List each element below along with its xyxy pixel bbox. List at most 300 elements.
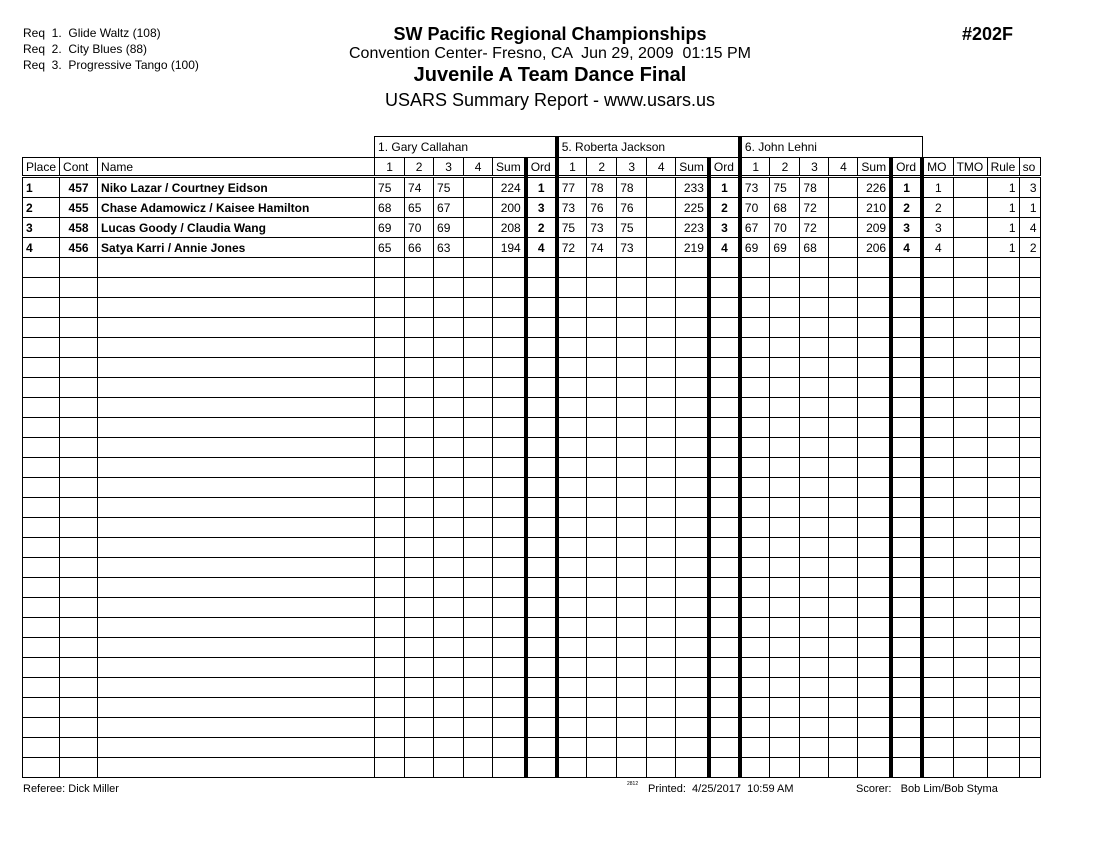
empty-cell xyxy=(98,538,375,558)
empty-row xyxy=(23,698,1041,718)
empty-cell xyxy=(526,398,557,418)
empty-cell xyxy=(676,518,709,538)
empty-cell xyxy=(493,698,526,718)
empty-cell xyxy=(987,278,1019,298)
empty-cell xyxy=(60,278,98,298)
empty-cell xyxy=(434,378,464,398)
empty-cell xyxy=(953,598,987,618)
empty-cell xyxy=(405,298,434,318)
empty-cell xyxy=(23,458,60,478)
empty-cell xyxy=(858,278,891,298)
empty-cell xyxy=(829,698,858,718)
empty-cell xyxy=(375,538,405,558)
judge-ordinal: 3 xyxy=(526,198,557,218)
empty-cell xyxy=(709,478,740,498)
empty-cell xyxy=(557,438,587,458)
empty-cell xyxy=(557,658,587,678)
empty-cell xyxy=(60,258,98,278)
empty-cell xyxy=(858,318,891,338)
empty-cell xyxy=(858,658,891,678)
empty-cell xyxy=(526,418,557,438)
empty-cell xyxy=(434,678,464,698)
empty-cell xyxy=(987,558,1019,578)
empty-cell xyxy=(587,258,617,278)
majority-ordinal: 2 xyxy=(922,198,953,218)
empty-cell xyxy=(60,298,98,318)
empty-cell xyxy=(23,578,60,598)
empty-cell xyxy=(709,418,740,438)
score: 69 xyxy=(740,238,770,258)
empty-cell xyxy=(770,358,800,378)
empty-cell xyxy=(740,418,770,438)
empty-cell xyxy=(405,698,434,718)
empty-cell xyxy=(464,598,493,618)
col-mo: MO xyxy=(922,158,953,177)
empty-cell xyxy=(23,638,60,658)
empty-cell xyxy=(464,478,493,498)
empty-cell xyxy=(891,418,922,438)
empty-cell xyxy=(858,518,891,538)
empty-cell xyxy=(617,258,647,278)
empty-cell xyxy=(617,718,647,738)
empty-cell xyxy=(922,258,953,278)
empty-cell xyxy=(60,378,98,398)
score xyxy=(829,218,858,238)
judge-ordinal: 3 xyxy=(709,218,740,238)
empty-cell xyxy=(493,438,526,458)
score: 70 xyxy=(770,218,800,238)
score: 75 xyxy=(557,218,587,238)
empty-cell xyxy=(557,418,587,438)
empty-cell xyxy=(770,698,800,718)
empty-cell xyxy=(891,598,922,618)
col-score-2: 2 xyxy=(770,158,800,177)
empty-cell xyxy=(922,478,953,498)
score: 67 xyxy=(740,218,770,238)
empty-cell xyxy=(375,338,405,358)
empty-cell xyxy=(434,598,464,618)
empty-cell xyxy=(526,258,557,278)
empty-cell xyxy=(405,398,434,418)
empty-cell xyxy=(770,738,800,758)
score xyxy=(647,198,676,218)
empty-cell xyxy=(493,658,526,678)
table-row xyxy=(23,238,1041,258)
empty-cell xyxy=(987,638,1019,658)
empty-cell xyxy=(922,658,953,678)
empty-cell xyxy=(23,378,60,398)
table-row xyxy=(23,177,1041,198)
empty-cell xyxy=(587,398,617,418)
empty-cell xyxy=(526,578,557,598)
empty-cell xyxy=(526,358,557,378)
empty-cell xyxy=(740,538,770,558)
empty-cell xyxy=(375,418,405,438)
score: 69 xyxy=(434,218,464,238)
empty-cell xyxy=(800,618,829,638)
empty-cell xyxy=(740,478,770,498)
empty-cell xyxy=(617,458,647,478)
empty-cell xyxy=(1019,738,1040,758)
empty-cell xyxy=(953,618,987,638)
empty-cell xyxy=(829,658,858,678)
empty-cell xyxy=(375,698,405,718)
score xyxy=(829,238,858,258)
empty-cell xyxy=(493,298,526,318)
empty-cell xyxy=(98,758,375,778)
empty-cell xyxy=(617,318,647,338)
empty-cell xyxy=(23,618,60,638)
empty-cell xyxy=(676,598,709,618)
empty-cell xyxy=(740,498,770,518)
empty-cell xyxy=(617,758,647,778)
empty-cell xyxy=(434,418,464,438)
empty-cell xyxy=(829,318,858,338)
score: 65 xyxy=(405,198,434,218)
judge-ordinal: 4 xyxy=(891,238,922,258)
empty-cell xyxy=(953,678,987,698)
empty-cell xyxy=(891,498,922,518)
empty-cell xyxy=(434,518,464,538)
empty-cell xyxy=(493,578,526,598)
empty-cell xyxy=(557,518,587,538)
empty-cell xyxy=(60,638,98,658)
skate-order: 4 xyxy=(1019,218,1040,238)
empty-cell xyxy=(922,738,953,758)
empty-cell xyxy=(557,398,587,418)
col-score-1: 1 xyxy=(557,158,587,177)
empty-cell xyxy=(891,678,922,698)
score: 75 xyxy=(375,177,405,198)
empty-cell xyxy=(987,598,1019,618)
empty-cell xyxy=(98,278,375,298)
judge-ordinal: 3 xyxy=(891,218,922,238)
empty-cell xyxy=(922,698,953,718)
empty-cell xyxy=(740,358,770,378)
empty-cell xyxy=(464,278,493,298)
empty-cell xyxy=(800,658,829,678)
empty-cell xyxy=(922,538,953,558)
empty-cell xyxy=(922,758,953,778)
empty-cell xyxy=(1019,678,1040,698)
empty-cell xyxy=(98,378,375,398)
col-sum: Sum xyxy=(676,158,709,177)
empty-cell xyxy=(829,438,858,458)
empty-cell xyxy=(922,458,953,478)
empty-cell xyxy=(1019,518,1040,538)
col-score-3: 3 xyxy=(434,158,464,177)
empty-cell xyxy=(829,738,858,758)
empty-cell xyxy=(858,758,891,778)
score: 69 xyxy=(375,218,405,238)
score: 69 xyxy=(770,238,800,258)
empty-cell xyxy=(647,558,676,578)
empty-cell xyxy=(60,478,98,498)
judge-name-2: 5. Roberta Jackson xyxy=(557,137,740,158)
empty-row xyxy=(23,358,1041,378)
empty-cell xyxy=(740,758,770,778)
col-score-1: 1 xyxy=(375,158,405,177)
empty-cell xyxy=(405,658,434,678)
empty-cell xyxy=(526,338,557,358)
judge-sum: 219 xyxy=(676,238,709,258)
empty-cell xyxy=(858,578,891,598)
empty-cell xyxy=(709,298,740,318)
empty-cell xyxy=(647,438,676,458)
empty-cell xyxy=(587,618,617,638)
empty-cell xyxy=(770,538,800,558)
empty-cell xyxy=(709,498,740,518)
judge-name-1: 1. Gary Callahan xyxy=(375,137,557,158)
empty-cell xyxy=(676,758,709,778)
empty-cell xyxy=(526,298,557,318)
place: 4 xyxy=(23,238,60,258)
col-name: Name xyxy=(98,158,375,177)
empty-cell xyxy=(587,558,617,578)
empty-cell xyxy=(676,338,709,358)
empty-cell xyxy=(858,478,891,498)
empty-cell xyxy=(953,698,987,718)
empty-cell xyxy=(987,718,1019,738)
empty-cell xyxy=(858,438,891,458)
results-table xyxy=(22,136,1041,778)
empty-cell xyxy=(891,438,922,458)
empty-cell xyxy=(434,458,464,478)
empty-cell xyxy=(953,278,987,298)
empty-cell xyxy=(60,738,98,758)
empty-cell xyxy=(800,398,829,418)
empty-cell xyxy=(587,438,617,458)
empty-cell xyxy=(1019,598,1040,618)
empty-cell xyxy=(464,618,493,638)
empty-cell xyxy=(829,478,858,498)
empty-cell xyxy=(557,478,587,498)
empty-cell xyxy=(987,738,1019,758)
empty-cell xyxy=(617,478,647,498)
empty-cell xyxy=(770,438,800,458)
empty-cell xyxy=(23,598,60,618)
empty-cell xyxy=(953,558,987,578)
empty-cell xyxy=(647,718,676,738)
empty-cell xyxy=(464,378,493,398)
empty-cell xyxy=(800,498,829,518)
empty-cell xyxy=(922,298,953,318)
requirement-3: Req 3. Progressive Tango (100) xyxy=(23,58,199,72)
empty-cell xyxy=(23,438,60,458)
empty-cell xyxy=(375,578,405,598)
empty-cell xyxy=(800,518,829,538)
total-majority-ordinal xyxy=(953,218,987,238)
empty-cell xyxy=(434,718,464,738)
empty-cell xyxy=(23,258,60,278)
empty-cell xyxy=(617,638,647,658)
empty-cell xyxy=(829,498,858,518)
empty-cell xyxy=(891,698,922,718)
empty-cell xyxy=(60,438,98,458)
empty-cell xyxy=(557,758,587,778)
score: 74 xyxy=(405,177,434,198)
score: 77 xyxy=(557,177,587,198)
empty-cell xyxy=(587,378,617,398)
empty-row xyxy=(23,658,1041,678)
empty-cell xyxy=(405,718,434,738)
score: 74 xyxy=(587,238,617,258)
score: 75 xyxy=(434,177,464,198)
empty-cell xyxy=(987,258,1019,278)
empty-cell xyxy=(98,698,375,718)
empty-cell xyxy=(1019,498,1040,518)
place: 2 xyxy=(23,198,60,218)
empty-cell xyxy=(647,478,676,498)
empty-cell xyxy=(676,438,709,458)
empty-row xyxy=(23,718,1041,738)
empty-cell xyxy=(434,638,464,658)
empty-cell xyxy=(800,478,829,498)
empty-cell xyxy=(526,738,557,758)
empty-cell xyxy=(464,258,493,278)
empty-cell xyxy=(60,558,98,578)
empty-cell xyxy=(434,558,464,578)
empty-cell xyxy=(676,398,709,418)
empty-cell xyxy=(587,718,617,738)
empty-row xyxy=(23,398,1041,418)
empty-cell xyxy=(987,358,1019,378)
empty-cell xyxy=(23,538,60,558)
empty-cell xyxy=(60,358,98,378)
empty-cell xyxy=(98,638,375,658)
empty-cell xyxy=(375,498,405,518)
empty-cell xyxy=(800,318,829,338)
score xyxy=(647,177,676,198)
judge-ordinal: 2 xyxy=(709,198,740,218)
empty-cell xyxy=(709,558,740,578)
empty-cell xyxy=(587,678,617,698)
empty-cell xyxy=(617,378,647,398)
empty-cell xyxy=(858,458,891,478)
empty-cell xyxy=(953,478,987,498)
empty-cell xyxy=(676,258,709,278)
empty-cell xyxy=(98,618,375,638)
empty-cell xyxy=(709,518,740,538)
empty-cell xyxy=(676,318,709,338)
empty-cell xyxy=(1019,578,1040,598)
empty-cell xyxy=(891,758,922,778)
empty-cell xyxy=(770,718,800,738)
empty-cell xyxy=(953,718,987,738)
empty-cell xyxy=(770,478,800,498)
empty-cell xyxy=(617,538,647,558)
judge-name-3: 6. John Lehni xyxy=(740,137,922,158)
empty-cell xyxy=(770,378,800,398)
empty-cell xyxy=(676,698,709,718)
empty-cell xyxy=(464,558,493,578)
col-score-4: 4 xyxy=(464,158,493,177)
empty-cell xyxy=(23,418,60,438)
empty-cell xyxy=(60,618,98,638)
empty-cell xyxy=(557,498,587,518)
empty-cell xyxy=(23,398,60,418)
empty-cell xyxy=(647,578,676,598)
empty-cell xyxy=(60,538,98,558)
empty-cell xyxy=(375,458,405,478)
skate-order: 2 xyxy=(1019,238,1040,258)
empty-cell xyxy=(647,698,676,718)
empty-cell xyxy=(770,258,800,278)
majority-ordinal: 3 xyxy=(922,218,953,238)
empty-cell xyxy=(526,478,557,498)
empty-cell xyxy=(526,718,557,738)
judge-ordinal: 1 xyxy=(526,177,557,198)
contestant-number: 458 xyxy=(60,218,98,238)
empty-cell xyxy=(375,518,405,538)
empty-cell xyxy=(709,698,740,718)
empty-cell xyxy=(709,738,740,758)
empty-cell xyxy=(434,698,464,718)
rule: 1 xyxy=(987,218,1019,238)
empty-cell xyxy=(617,678,647,698)
empty-cell xyxy=(464,638,493,658)
empty-cell xyxy=(858,418,891,438)
empty-cell xyxy=(1019,458,1040,478)
empty-cell xyxy=(800,278,829,298)
empty-row xyxy=(23,298,1041,318)
empty-cell xyxy=(922,318,953,338)
empty-cell xyxy=(800,718,829,738)
empty-cell xyxy=(557,278,587,298)
empty-cell xyxy=(60,398,98,418)
empty-cell xyxy=(587,338,617,358)
empty-cell xyxy=(891,338,922,358)
empty-cell xyxy=(434,758,464,778)
score: 73 xyxy=(557,198,587,218)
empty-cell xyxy=(829,258,858,278)
empty-cell xyxy=(740,338,770,358)
empty-cell xyxy=(740,678,770,698)
empty-cell xyxy=(891,638,922,658)
empty-cell xyxy=(60,338,98,358)
empty-cell xyxy=(953,258,987,278)
empty-cell xyxy=(800,338,829,358)
empty-cell xyxy=(987,538,1019,558)
empty-cell xyxy=(740,718,770,738)
empty-cell xyxy=(891,378,922,398)
judge-sum: 206 xyxy=(858,238,891,258)
empty-cell xyxy=(557,578,587,598)
empty-cell xyxy=(98,738,375,758)
empty-cell xyxy=(557,358,587,378)
empty-cell xyxy=(953,638,987,658)
empty-row xyxy=(23,598,1041,618)
empty-cell xyxy=(829,278,858,298)
empty-cell xyxy=(891,458,922,478)
empty-row xyxy=(23,458,1041,478)
empty-cell xyxy=(493,378,526,398)
empty-cell xyxy=(464,498,493,518)
referee: Referee: Dick Miller xyxy=(23,783,119,795)
empty-cell xyxy=(800,458,829,478)
empty-cell xyxy=(375,738,405,758)
empty-cell xyxy=(740,578,770,598)
empty-cell xyxy=(98,418,375,438)
empty-cell xyxy=(953,438,987,458)
event-number: #202F xyxy=(962,24,1014,44)
total-majority-ordinal xyxy=(953,198,987,218)
col-score-3: 3 xyxy=(617,158,647,177)
judge-header-row xyxy=(23,137,1041,158)
empty-cell xyxy=(493,358,526,378)
empty-cell xyxy=(617,438,647,458)
rule: 1 xyxy=(987,177,1019,198)
